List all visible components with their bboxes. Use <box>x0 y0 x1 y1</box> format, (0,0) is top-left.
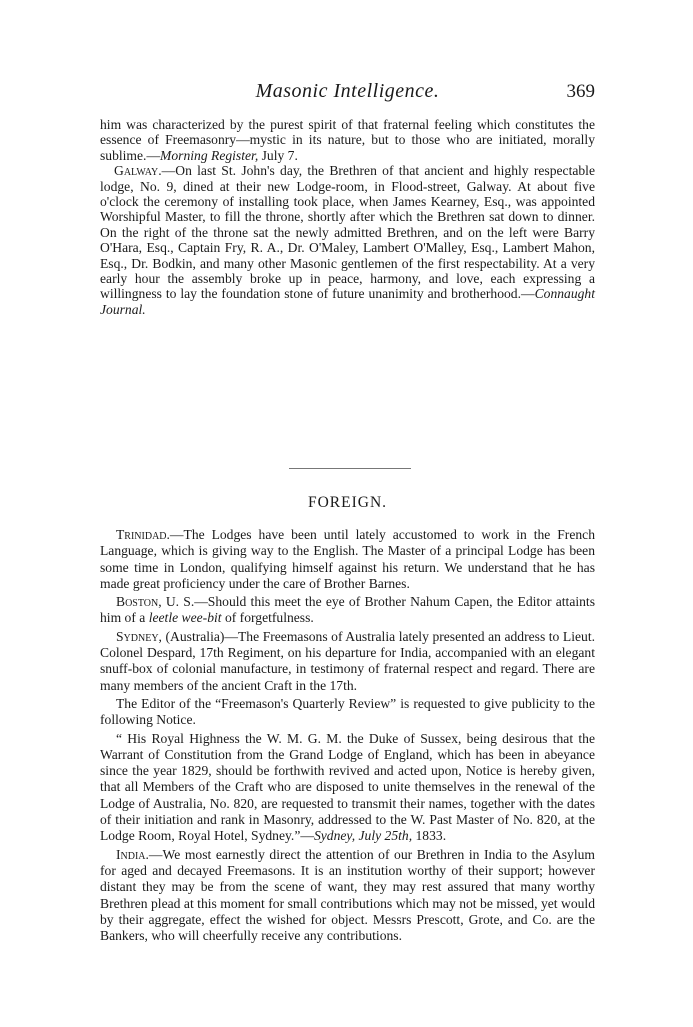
notice-year: 1833. <box>412 828 447 844</box>
boston-paragraph <box>100 594 595 627</box>
boston-body-before: U. S.—Should this meet the eye of Brother Nahum Capen, the Editor attaints him of a <box>100 594 595 626</box>
trinidad-body: —The Lodges have been until lately accustomed to work in the French Language, which is giving way to the English. The Master of a principal Lodge has been some time in London, qualifying himself against his return. We understand that he has made great proficiency under the care of Brother Barnes. <box>100 527 595 591</box>
trinidad-paragraph <box>100 527 595 592</box>
sydney-place: Sydney, <box>116 628 162 644</box>
galway-source: Connaught Journal. <box>100 286 595 317</box>
continuation-date: July 7. <box>258 147 298 163</box>
editor-request-paragraph: The Editor of the “Freemason's Quarterly Review” is requested to give publicity to the following Notice. <box>100 695 595 728</box>
notice-signoff: Sydney, July 25th, <box>313 828 413 844</box>
sydney-body: (Australia)—The Freemasons of Australia lately presented an address to Lieut. Colonel Despard, 17th Regiment, on his departure for India, accompanied with an elegant snuff-box of colonial manufacture, in testimony of fraternal respect and regard. There are many members of the ancient Craft in the 17th. <box>100 628 595 693</box>
running-head <box>100 80 595 104</box>
trinidad-place: Trinidad. <box>116 527 170 542</box>
india-body: —We most earnestly direct the attention of our Brethren in India to the Asylum for aged and decayed Freemasons. It is an institution worthy of their support; however distant they may be from the scene of want, they may rest assured that many worthy Brethren plead at this moment for small contributions which may not be missed, yet would by their aggregate, effect the wished for object. Messrs Prescott, Grote, and Co. are the Bankers, who will cheerfully receive any contributions. <box>100 846 595 944</box>
india-place: India. <box>116 846 149 862</box>
running-title: Masonic Intelligence. <box>255 80 440 102</box>
continuation-source: Morning Register, <box>160 147 259 163</box>
notice-paragraph <box>100 731 595 845</box>
boston-place: Boston, <box>116 594 162 610</box>
galway-body: —On last St. John's day, the Brethren of that ancient and highly respectable lodge, No. 9, dined at their new Lodge-room, in Flood-street, Galway. At about five o'clock the ceremony of installing took place, when James Kearney, Esq., was appointed Worshipful Master, to fill the throne, shortly after which the Brethren sat down to dinner. On the right of the throne sat the newly admitted Brethren, and on the left were Barry O'Hara, Esq., Captain Fry, R. A., Dr. O'Maley, Lambert O'Malley, Esq., Lambert Mahon, Esq., Dr. Bodkin, and many other Masonic gentlemen of the first respectability. At a very early hour the assembly broke up in peace, harmony, and love, each expressing a willingness to lay the foundation stone of future unanimity and brotherhood.— <box>100 163 595 302</box>
page-number: 369 <box>566 81 595 102</box>
continuation-text: him was characterized by the purest spirit of that fraternal feeling which constitutes the essence of Freemasonry—mystic in its nature, but to those who are initiated, morally sublime.— <box>100 117 595 163</box>
boston-body-after: of forgetfulness. <box>221 610 314 626</box>
section-divider <box>289 468 411 469</box>
sydney-paragraph <box>100 629 595 694</box>
home-intelligence-block <box>100 117 595 317</box>
section-title-foreign: FOREIGN. <box>307 494 388 511</box>
galway-paragraph <box>100 163 595 317</box>
galway-place: Galway. <box>114 163 162 179</box>
notice-body: “ His Royal Highness the W. M. G. M. the Duke of Sussex, being desirous that the Warrant of Constitution from the Grand Lodge of England, which has been in abeyance since the year 1829, should be forthwith revived and acted upon, Notice is hereby given, that all Members of the Craft who are disposed to unite themselves in the renewal of the Lodge of Australia, No. 820, are requested to transmit their names, together with the dates of their initiation and rank in Masonry, addressed to the W. Past Master of No. 820, at the Lodge Room, Royal Hotel, Sydney.”— <box>100 730 595 844</box>
continuation-paragraph <box>100 117 595 163</box>
india-paragraph <box>100 847 595 945</box>
foreign-intelligence-block <box>100 527 595 946</box>
boston-emphasis: leetle wee-bit <box>148 610 222 626</box>
